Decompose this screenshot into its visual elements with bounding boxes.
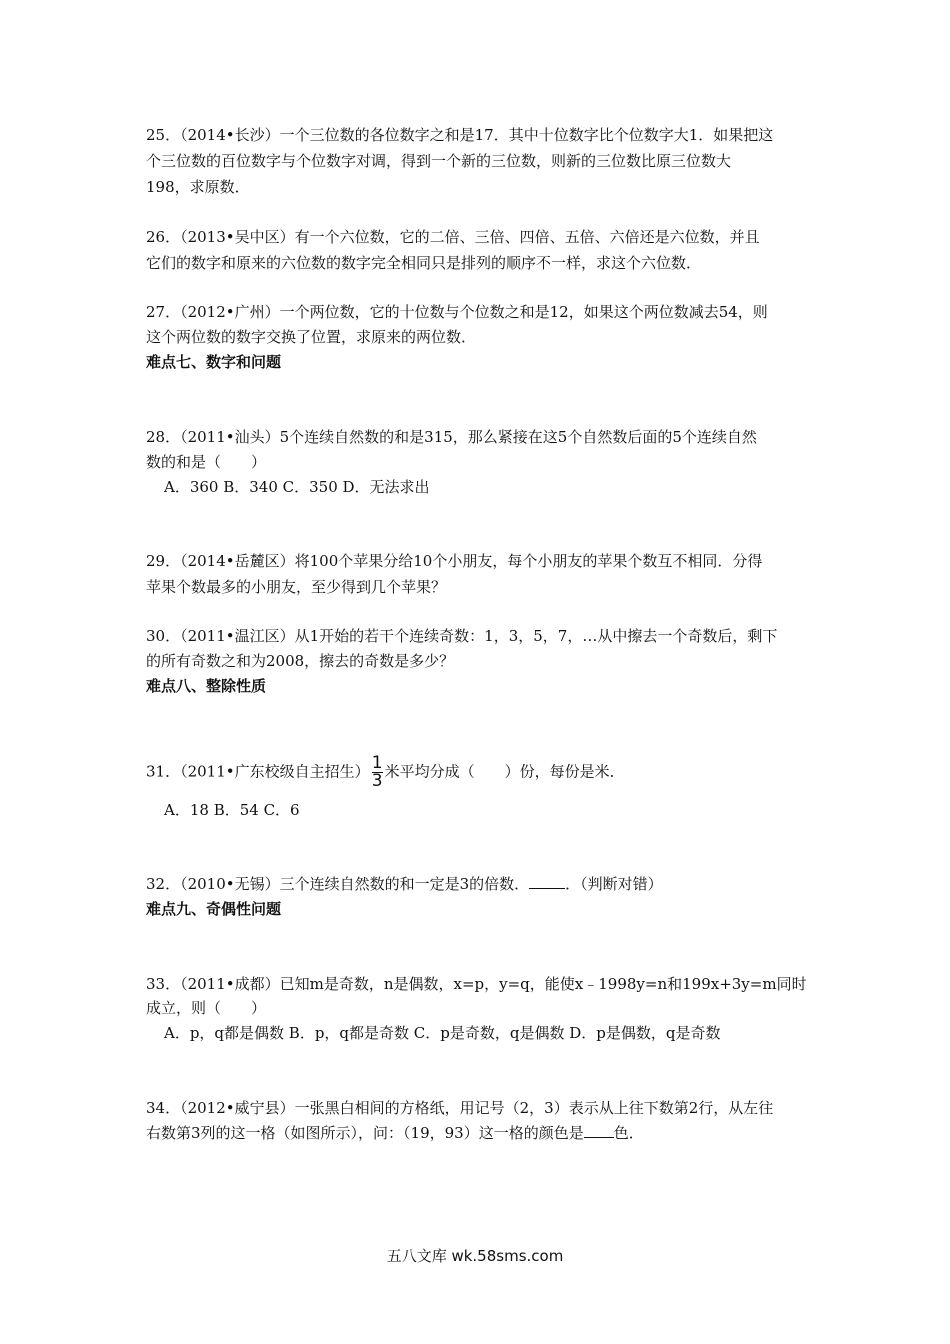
section-heading-7: 难点七、数字和问题 xyxy=(146,353,282,371)
q28-line1: 28．（2011•汕头）5个连续自然数的和是315，那么紧接在这5个自然数后面的5个连续自然 xyxy=(146,428,757,446)
q30-line2: 的所有奇数之和为2008，擦去的奇数是多少？ xyxy=(146,652,455,670)
q33-options: A．p，q都是偶数 B．p，q都是奇数 C．p是奇数，q是偶数 D．p是偶数，q是奇数 xyxy=(164,1024,721,1042)
q27-line1: 27．（2012•广州）一个两位数，它的十位数与个位数之和是12，如果这个两位数减去54，则 xyxy=(146,303,768,321)
q34-suffix: 色． xyxy=(613,1124,644,1142)
q29-line1: 29．（2014•岳麓区）将100个苹果分给10个小朋友，每个小朋友的苹果个数互不相同．分得 xyxy=(146,552,763,570)
footer-watermark: 五八文库 wk.58sms.com xyxy=(386,1247,564,1265)
q26-line1: 26．（2013•吴中区）有一个六位数，它的二倍、三倍、四倍、五倍、六倍还是六位数，并且 xyxy=(146,228,760,246)
fraction-numerator: 1 xyxy=(371,753,383,773)
answer-blank xyxy=(529,874,565,889)
q25-line1: 25．（2014•长沙）一个三位数的各位数字之和是17．其中十位数字比个位数字大1．如果把这 xyxy=(146,126,774,144)
q31-prefix: 31．（2011•广东校级自主招生） xyxy=(146,762,370,781)
q25-line3: 198，求原数． xyxy=(146,178,250,196)
q34-line2 xyxy=(146,1123,644,1143)
q34-prefix: 右数第3列的这一格（如图所示），问：（19，93）这一格的颜色是 xyxy=(146,1124,584,1142)
q32-line1 xyxy=(146,874,663,894)
q33-line2: 成立，则（ ） xyxy=(146,999,267,1017)
color-answer-blank xyxy=(584,1123,614,1138)
fraction-denominator: 3 xyxy=(371,771,383,791)
q27-line2: 这个两位数的数字交换了位置，求原来的两位数． xyxy=(146,328,477,346)
section-heading-8: 难点八、整除性质 xyxy=(146,677,267,695)
q33-line1: 33．（2011•成都）已知m是奇数，n是偶数，x=p，y=q，能使x﹣1998y=n和199x+3y=m同时 xyxy=(146,975,807,993)
q26-line2: 它们的数字和原来的六位数的数字完全相同只是排列的顺序不一样，求这个六位数． xyxy=(146,254,702,272)
q30-line1: 30．（2011•温江区）从1开始的若干个连续奇数：1，3，5，7，…从中擦去一个奇数后，剩下 xyxy=(146,627,778,645)
q31-options: A．18 B．54 C．6 xyxy=(164,801,300,819)
q32-suffix: ．（判断对错） xyxy=(565,875,663,893)
q31-line1 xyxy=(146,755,625,790)
q31-suffix: 米平均分成（ ）份，每份是米． xyxy=(384,762,625,781)
q29-line2: 苹果个数最多的小朋友，至少得到几个苹果？ xyxy=(146,578,447,596)
q28-options: A．360 B．340 C．350 D．无法求出 xyxy=(164,478,430,496)
q34-line1: 34．（2012•威宁县）一张黑白相间的方格纸，用记号（2，3）表示从上往下数第2行，从左往 xyxy=(146,1099,774,1117)
one-third-fraction xyxy=(372,755,383,790)
q32-prefix: 32．（2010•无锡）三个连续自然数的和一定是3的倍数． xyxy=(146,875,530,893)
section-heading-9: 难点九、奇偶性问题 xyxy=(146,900,282,918)
q25-line2: 个三位数的百位数字与个位数字对调，得到一个新的三位数，则新的三位数比原三位数大 xyxy=(146,152,732,170)
q28-line2: 数的和是（ ） xyxy=(146,453,267,471)
